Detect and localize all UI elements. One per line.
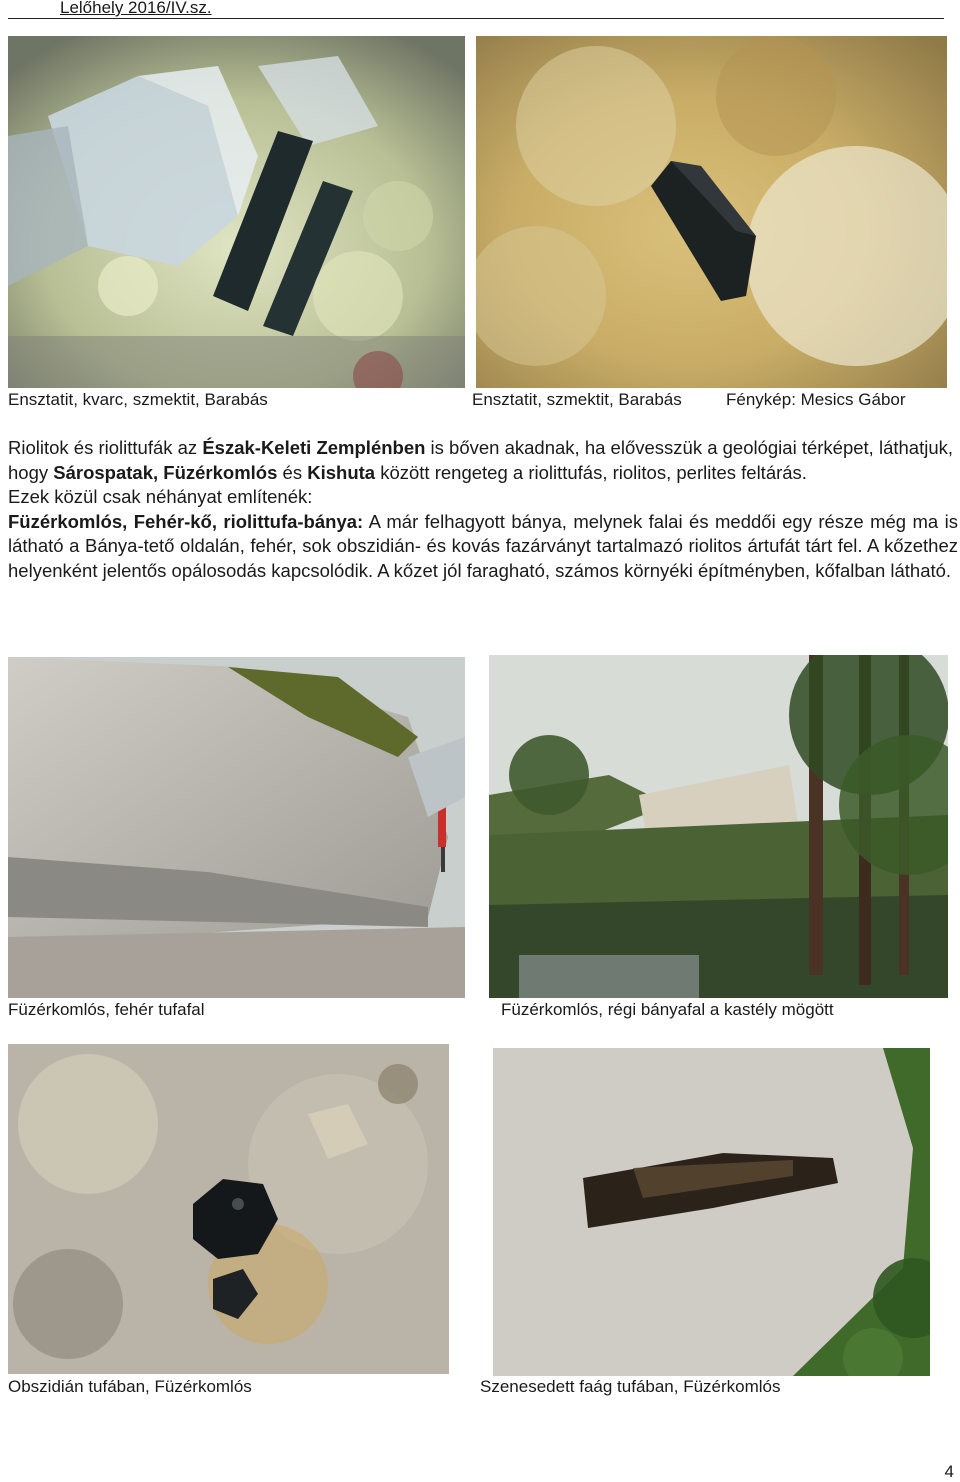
- caption-middle-right: Füzérkomlós, régi bányafal a kastély mögött: [501, 1000, 834, 1019]
- place-zemplen: Észak-Keleti Zemplénben: [202, 437, 426, 458]
- place-sarospatak-fuzerkomlos: Sárospatak, Füzérkomlós: [53, 461, 278, 483]
- paragraph-list-intro: Ezek közül csak néhányat említenék:: [8, 486, 313, 507]
- paragraph-fuzerkomlos: Füzérkomlós, Fehér-kő, riolittufa-bánya: A már felhagyott bánya, melynek falai és meddői egy része még ma is látható a Bánya-tető oldalán, fehér, sok obszidián- és kovás fazárványt tartalmazó riolitos ártufát tárt fel. A kőzethez helyenként jelentős opálosodás kapcsolódik. A kőzet jól faragható, számos környéki építményben, kőfalban látható.: [8, 510, 959, 581]
- photo-quarry-wall: [489, 655, 948, 998]
- photo-credit: Fénykép: Mesics Gábor: [726, 390, 906, 409]
- photo-tuff-wall: [8, 657, 465, 998]
- section-heading: Füzérkomlós, Fehér-kő, riolittufa-bánya:: [8, 510, 364, 532]
- body-text: [8, 436, 958, 583]
- paragraph-intro: Riolitok és riolittufák az Észak-Keleti Zemplénben is bőven akadnak, ha elővesszük a geológiai térképet, láthatjuk, hogy Sárospatak, Füzérkomlós és Kishuta között rengeteg a riolittufás, riolitos, perlites feltárás.: [8, 437, 954, 483]
- photo-obsidian-tuff: [8, 1044, 449, 1374]
- photo-carbonized-branch: [493, 1048, 930, 1376]
- header-title: Lelőhely 2016/IV.sz.: [60, 0, 212, 17]
- photo-enstatite-quartz: [8, 36, 465, 388]
- caption-top-left: Ensztatit, kvarc, szmektit, Barabás: [8, 390, 268, 409]
- place-kishuta: Kishuta: [307, 461, 376, 483]
- photo-enstatite-smectite: [476, 36, 947, 388]
- caption-bottom-left: Obszidián tufában, Füzérkomlós: [8, 1377, 252, 1396]
- page-number: 4: [944, 1462, 954, 1481]
- caption-bottom-right: Szenesedett faág tufában, Füzérkomlós: [480, 1377, 781, 1396]
- page-header: [8, 0, 944, 19]
- caption-middle-left: Füzérkomlós, fehér tufafal: [8, 1000, 205, 1019]
- caption-top-right: Ensztatit, szmektit, Barabás: [472, 390, 682, 409]
